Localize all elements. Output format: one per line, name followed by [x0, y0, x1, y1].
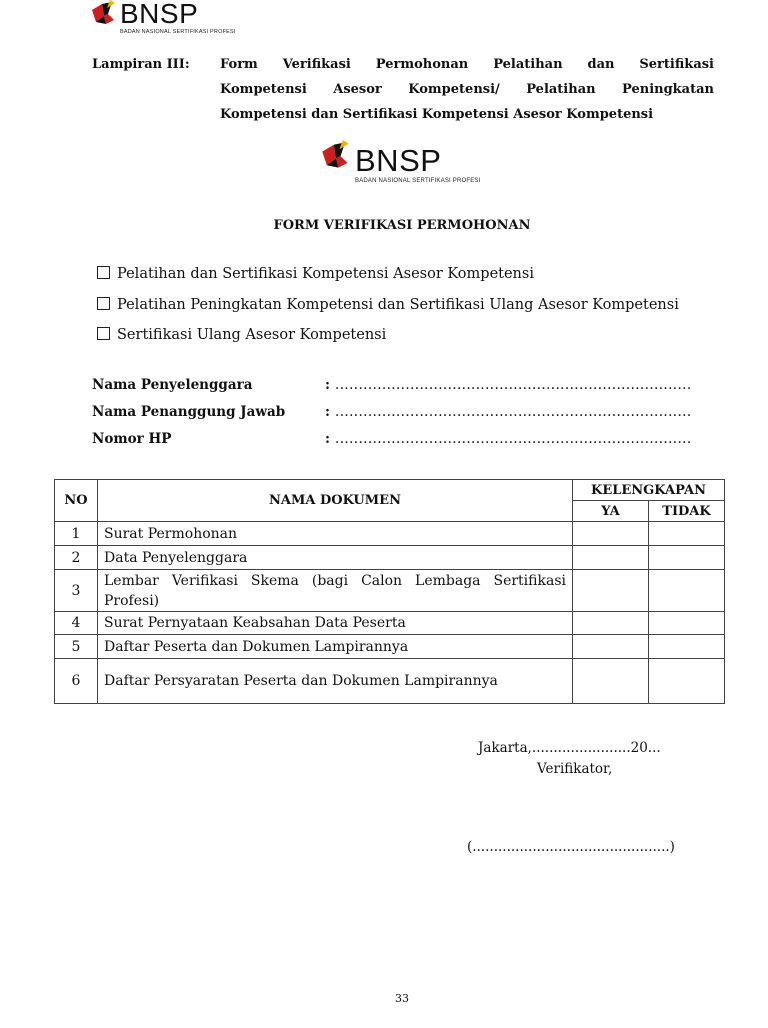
- checkbox-icon[interactable]: [97, 297, 110, 310]
- row-name: Lembar Verifikasi Skema (bagi Calon Lembaga Sertifikasi Profesi): [98, 570, 573, 612]
- checkbox-icon[interactable]: [97, 266, 110, 279]
- field-input-nomor-hp[interactable]: ............................................................................: [335, 431, 692, 447]
- lampiran-line-1: Form Verifikasi Permohonan Pelatihan dan Sertifikasi: [220, 57, 714, 72]
- row-name: Daftar Persyaratan Peserta dan Dokumen Lampirannya: [98, 659, 573, 704]
- field-input-penanggung-jawab[interactable]: ............................................................................: [335, 404, 692, 420]
- cell-tidak[interactable]: [649, 612, 725, 635]
- logo-wordmark: BNSP: [120, 0, 199, 29]
- field-input-penyelenggara[interactable]: ............................................................................: [335, 377, 692, 393]
- logo-wordmark: BNSP: [355, 143, 442, 178]
- cell-tidak[interactable]: [649, 522, 725, 546]
- table-row: [55, 546, 725, 570]
- field-colon: :: [325, 377, 330, 393]
- option-label: Sertifikasi Ulang Asesor Kompetensi: [117, 327, 387, 343]
- field-label-nomor-hp: Nomor HP: [92, 431, 172, 447]
- form-title: FORM VERIFIKASI PERMOHONAN: [273, 218, 531, 233]
- row-name: Daftar Peserta dan Dokumen Lampirannya: [98, 635, 573, 659]
- logo-subtitle: BADAN NASIONAL SERTIFIKASI PROFESI: [120, 29, 236, 35]
- cell-ya[interactable]: [573, 522, 649, 546]
- signature-role: Verifikator,: [537, 761, 613, 777]
- field-colon: :: [325, 431, 330, 447]
- bnsp-logo-header: [90, 0, 236, 35]
- row-name: Surat Permohonan: [98, 522, 573, 546]
- row-no: 2: [55, 546, 98, 570]
- header-kelengkapan: KELENGKAPAN: [573, 480, 725, 501]
- bnsp-emblem-icon: [320, 140, 352, 170]
- signature-place-date[interactable]: Jakarta,.......................20...: [478, 740, 661, 756]
- page-number: 33: [395, 992, 409, 1005]
- table-row: [55, 570, 725, 612]
- signature-name-line[interactable]: (..............................................): [467, 839, 675, 855]
- field-colon: :: [325, 404, 330, 420]
- bnsp-logo-center: [320, 140, 481, 184]
- row-no: 1: [55, 522, 98, 546]
- option-pelatihan-sertifikasi[interactable]: [97, 266, 534, 282]
- table-row: [55, 612, 725, 635]
- table-row: [55, 522, 725, 546]
- cell-tidak[interactable]: [649, 546, 725, 570]
- option-peningkatan-sertifikasi-ulang[interactable]: [97, 297, 679, 313]
- logo-subtitle: BADAN NASIONAL SERTIFIKASI PROFESI: [355, 178, 481, 184]
- table-row: [55, 635, 725, 659]
- cell-ya[interactable]: [573, 546, 649, 570]
- lampiran-label: Lampiran III:: [92, 57, 190, 72]
- header-tidak: TIDAK: [649, 501, 725, 522]
- cell-ya[interactable]: [573, 612, 649, 635]
- row-no: 5: [55, 635, 98, 659]
- row-no: 4: [55, 612, 98, 635]
- cell-ya[interactable]: [573, 570, 649, 612]
- option-sertifikasi-ulang[interactable]: [97, 327, 386, 343]
- lampiran-line-3: Kompetensi dan Sertifikasi Kompetensi Asesor Kompetensi: [220, 107, 654, 122]
- cell-tidak[interactable]: [649, 635, 725, 659]
- table-row: [55, 659, 725, 704]
- row-no: 3: [55, 570, 98, 612]
- cell-tidak[interactable]: [649, 659, 725, 704]
- option-label: Pelatihan dan Sertifikasi Kompetensi Asesor Kompetensi: [117, 266, 534, 282]
- cell-ya[interactable]: [573, 635, 649, 659]
- header-no: NO: [55, 480, 98, 522]
- row-no: 6: [55, 659, 98, 704]
- bnsp-emblem-icon: [90, 0, 118, 26]
- header-ya: YA: [573, 501, 649, 522]
- row-name: Surat Pernyataan Keabsahan Data Peserta: [98, 612, 573, 635]
- header-nama-dokumen: NAMA DOKUMEN: [98, 480, 573, 522]
- cell-ya[interactable]: [573, 659, 649, 704]
- lampiran-line-2: Kompetensi Asesor Kompetensi/ Pelatihan Peningkatan: [220, 82, 714, 97]
- cell-tidak[interactable]: [649, 570, 725, 612]
- option-label: Pelatihan Peningkatan Kompetensi dan Sertifikasi Ulang Asesor Kompetensi: [117, 297, 679, 313]
- document-table: [54, 479, 725, 704]
- field-label-penanggung-jawab: Nama Penanggung Jawab: [92, 404, 286, 420]
- field-label-penyelenggara: Nama Penyelenggara: [92, 377, 253, 393]
- checkbox-icon[interactable]: [97, 327, 110, 340]
- row-name: Data Penyelenggara: [98, 546, 573, 570]
